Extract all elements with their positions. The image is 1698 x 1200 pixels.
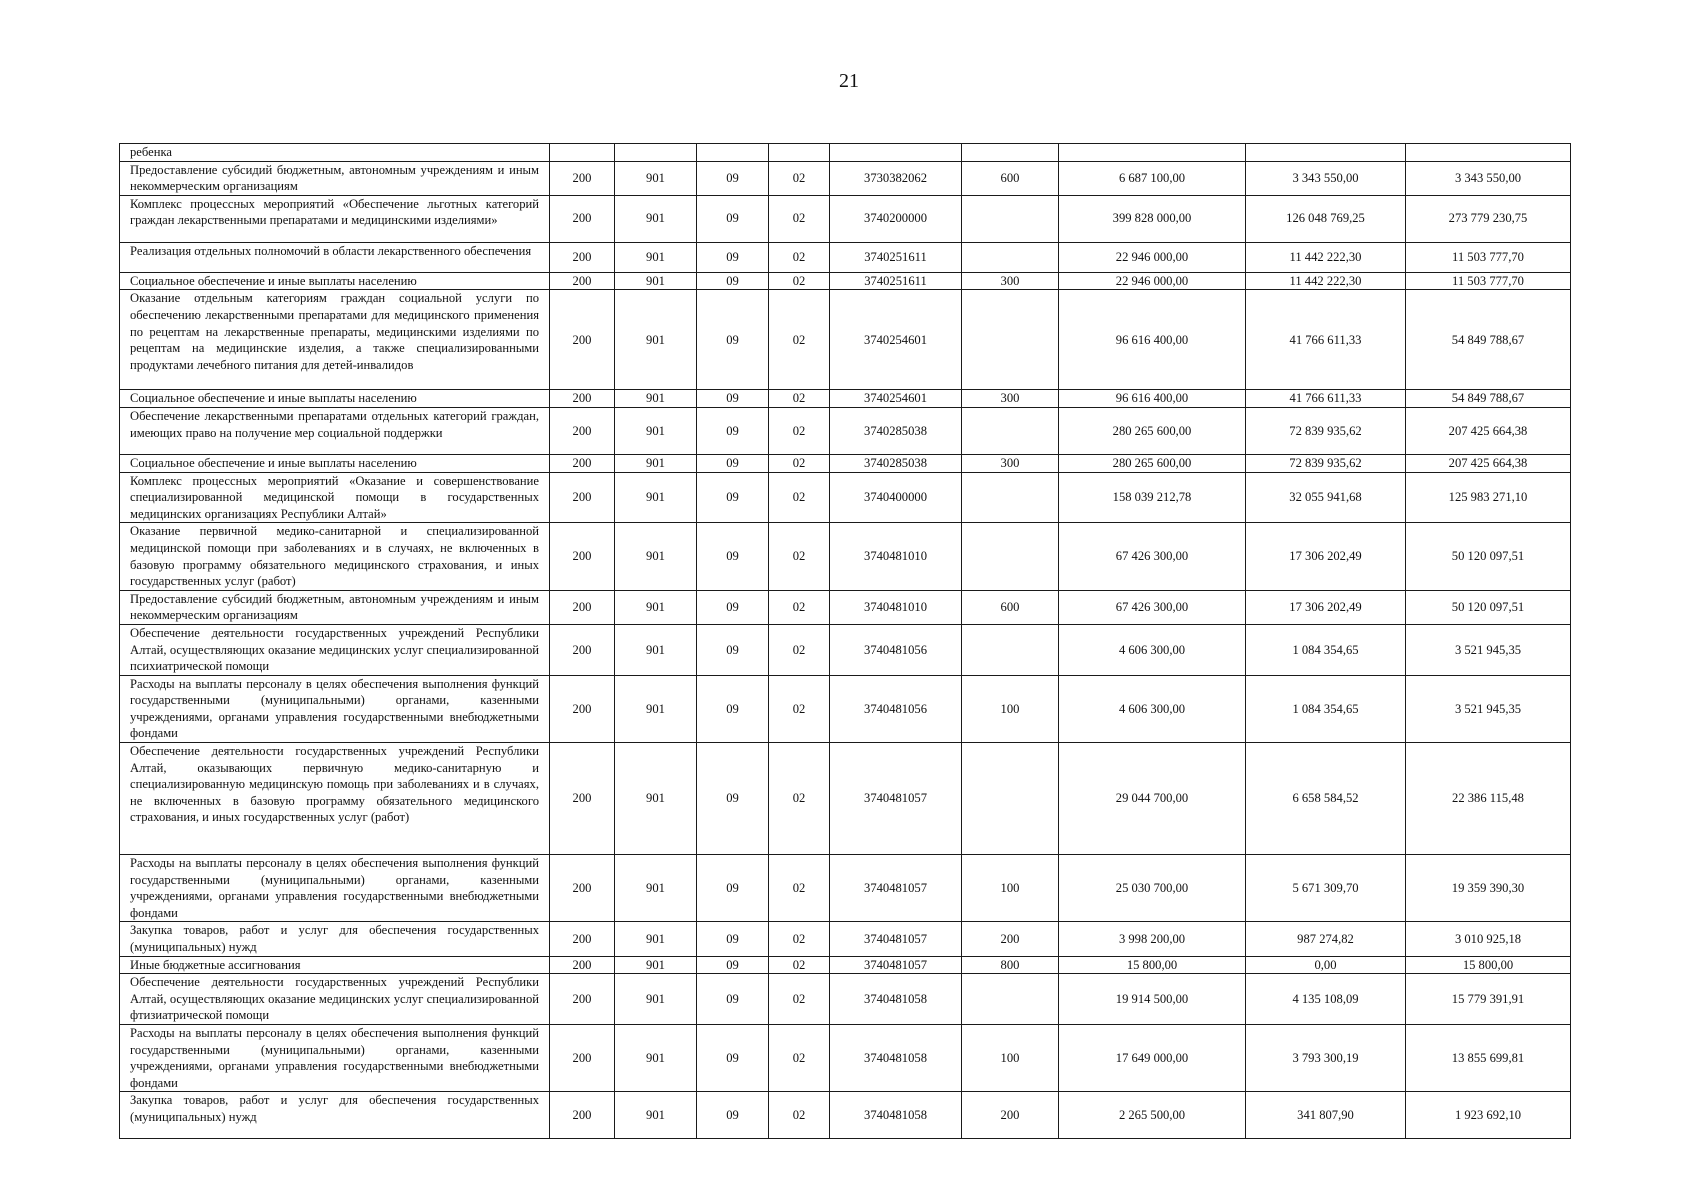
- approved-amount-cell: 96 616 400,00: [1059, 390, 1246, 408]
- table-row: [120, 974, 1571, 1025]
- expense-type-cell: [962, 523, 1059, 590]
- subsection-code-cell: 02: [769, 590, 830, 624]
- approved-amount-cell: 17 649 000,00: [1059, 1025, 1246, 1092]
- target-article-cell: 3740251611: [830, 242, 962, 272]
- table-body: [120, 144, 1571, 1139]
- gr-code-cell: 200: [550, 161, 615, 195]
- table-row: [120, 454, 1571, 472]
- gr-code-cell: [550, 144, 615, 162]
- approved-amount-cell: 6 687 100,00: [1059, 161, 1246, 195]
- row-name-cell: Расходы на выплаты персоналу в целях обеспечения выполнения функций государственными (муниципальными) органами, казенными учреждениями, органами управления государственными внебюджетными фондами: [120, 675, 550, 742]
- expense-type-cell: 600: [962, 590, 1059, 624]
- ministry-code-cell: 901: [615, 195, 697, 242]
- executed-amount-cell: 41 766 611,33: [1246, 390, 1406, 408]
- remaining-amount-cell: 3 521 945,35: [1406, 624, 1571, 675]
- target-article-cell: 3740200000: [830, 195, 962, 242]
- table-row: [120, 290, 1571, 390]
- gr-code-cell: 200: [550, 624, 615, 675]
- row-name-cell: Социальное обеспечение и иные выплаты населению: [120, 454, 550, 472]
- section-code-cell: 09: [697, 590, 769, 624]
- section-code-cell: [697, 144, 769, 162]
- expense-type-cell: 100: [962, 1025, 1059, 1092]
- section-code-cell: 09: [697, 290, 769, 390]
- section-code-cell: 09: [697, 242, 769, 272]
- remaining-amount-cell: 50 120 097,51: [1406, 523, 1571, 590]
- subsection-code-cell: 02: [769, 407, 830, 454]
- expense-type-cell: [962, 195, 1059, 242]
- approved-amount-cell: 96 616 400,00: [1059, 290, 1246, 390]
- approved-amount-cell: 15 800,00: [1059, 956, 1246, 974]
- row-name-cell: Социальное обеспечение и иные выплаты населению: [120, 390, 550, 408]
- row-name-cell: Социальное обеспечение и иные выплаты населению: [120, 272, 550, 290]
- remaining-amount-cell: 3 010 925,18: [1406, 922, 1571, 956]
- gr-code-cell: 200: [550, 523, 615, 590]
- gr-code-cell: 200: [550, 454, 615, 472]
- expense-type-cell: 300: [962, 454, 1059, 472]
- executed-amount-cell: 0,00: [1246, 956, 1406, 974]
- ministry-code-cell: [615, 144, 697, 162]
- approved-amount-cell: 4 606 300,00: [1059, 624, 1246, 675]
- target-article-cell: 3740254601: [830, 390, 962, 408]
- table-row: [120, 390, 1571, 408]
- table-row: [120, 272, 1571, 290]
- remaining-amount-cell: 54 849 788,67: [1406, 390, 1571, 408]
- executed-amount-cell: 4 135 108,09: [1246, 974, 1406, 1025]
- remaining-amount-cell: 13 855 699,81: [1406, 1025, 1571, 1092]
- row-name-cell: Обеспечение деятельности государственных учреждений Республики Алтай, оказывающих первичную медико-санитарную и специализированную медицинскую помощь при заболеваниях и в случаях, не включенных в базовую программу обязательного медицинского страхования, и иных государственных услуг (работ): [120, 743, 550, 855]
- target-article-cell: 3740254601: [830, 290, 962, 390]
- remaining-amount-cell: 15 800,00: [1406, 956, 1571, 974]
- remaining-amount-cell: 273 779 230,75: [1406, 195, 1571, 242]
- approved-amount-cell: 25 030 700,00: [1059, 855, 1246, 922]
- subsection-code-cell: 02: [769, 624, 830, 675]
- subsection-code-cell: 02: [769, 242, 830, 272]
- section-code-cell: 09: [697, 407, 769, 454]
- table-row: [120, 590, 1571, 624]
- subsection-code-cell: 02: [769, 290, 830, 390]
- row-name-cell: Предоставление субсидий бюджетным, автономным учреждениям и иным некоммерческим организациям: [120, 590, 550, 624]
- table-row: [120, 242, 1571, 272]
- ministry-code-cell: 901: [615, 407, 697, 454]
- target-article-cell: [830, 144, 962, 162]
- remaining-amount-cell: 1 923 692,10: [1406, 1092, 1571, 1139]
- subsection-code-cell: 02: [769, 161, 830, 195]
- executed-amount-cell: 32 055 941,68: [1246, 472, 1406, 523]
- section-code-cell: 09: [697, 454, 769, 472]
- subsection-code-cell: 02: [769, 743, 830, 855]
- ministry-code-cell: 901: [615, 624, 697, 675]
- row-name-cell: Закупка товаров, работ и услуг для обеспечения государственных (муниципальных) нужд: [120, 1092, 550, 1139]
- approved-amount-cell: 29 044 700,00: [1059, 743, 1246, 855]
- section-code-cell: 09: [697, 743, 769, 855]
- row-name-cell: Расходы на выплаты персоналу в целях обеспечения выполнения функций государственными (муниципальными) органами, казенными учреждениями, органами управления государственными внебюджетными фондами: [120, 855, 550, 922]
- executed-amount-cell: 341 807,90: [1246, 1092, 1406, 1139]
- executed-amount-cell: 987 274,82: [1246, 922, 1406, 956]
- subsection-code-cell: 02: [769, 675, 830, 742]
- expense-type-cell: 600: [962, 161, 1059, 195]
- ministry-code-cell: 901: [615, 743, 697, 855]
- gr-code-cell: 200: [550, 956, 615, 974]
- budget-table: [119, 143, 1571, 1139]
- target-article-cell: 3740481057: [830, 956, 962, 974]
- remaining-amount-cell: 50 120 097,51: [1406, 590, 1571, 624]
- ministry-code-cell: 901: [615, 242, 697, 272]
- target-article-cell: 3740481056: [830, 675, 962, 742]
- row-name-cell: Обеспечение деятельности государственных учреждений Республики Алтай, осуществляющих оказание медицинских услуг специализированной психиатрической помощи: [120, 624, 550, 675]
- ministry-code-cell: 901: [615, 454, 697, 472]
- section-code-cell: 09: [697, 195, 769, 242]
- expense-type-cell: 200: [962, 922, 1059, 956]
- executed-amount-cell: 1 084 354,65: [1246, 624, 1406, 675]
- remaining-amount-cell: 3 343 550,00: [1406, 161, 1571, 195]
- executed-amount-cell: 5 671 309,70: [1246, 855, 1406, 922]
- ministry-code-cell: 901: [615, 974, 697, 1025]
- executed-amount-cell: 41 766 611,33: [1246, 290, 1406, 390]
- gr-code-cell: 200: [550, 590, 615, 624]
- subsection-code-cell: 02: [769, 1092, 830, 1139]
- table-row: [120, 523, 1571, 590]
- approved-amount-cell: 19 914 500,00: [1059, 974, 1246, 1025]
- table-row: [120, 407, 1571, 454]
- row-name-cell: Предоставление субсидий бюджетным, автономным учреждениям и иным некоммерческим организациям: [120, 161, 550, 195]
- ministry-code-cell: 901: [615, 390, 697, 408]
- executed-amount-cell: 72 839 935,62: [1246, 454, 1406, 472]
- section-code-cell: 09: [697, 161, 769, 195]
- remaining-amount-cell: 22 386 115,48: [1406, 743, 1571, 855]
- approved-amount-cell: 280 265 600,00: [1059, 454, 1246, 472]
- table-row: [120, 675, 1571, 742]
- approved-amount-cell: 4 606 300,00: [1059, 675, 1246, 742]
- gr-code-cell: 200: [550, 974, 615, 1025]
- row-name-cell: Комплекс процессных мероприятий «Оказание и совершенствование специализированной медицинской помощи в государственных медицинских организациях Республики Алтай»: [120, 472, 550, 523]
- ministry-code-cell: 901: [615, 922, 697, 956]
- section-code-cell: 09: [697, 472, 769, 523]
- approved-amount-cell: 67 426 300,00: [1059, 590, 1246, 624]
- section-code-cell: 09: [697, 1025, 769, 1092]
- expense-type-cell: 200: [962, 1092, 1059, 1139]
- executed-amount-cell: 3 343 550,00: [1246, 161, 1406, 195]
- row-name-cell: Закупка товаров, работ и услуг для обеспечения государственных (муниципальных) нужд: [120, 922, 550, 956]
- row-name-cell: ребенка: [120, 144, 550, 162]
- table-row: [120, 472, 1571, 523]
- remaining-amount-cell: 125 983 271,10: [1406, 472, 1571, 523]
- approved-amount-cell: 399 828 000,00: [1059, 195, 1246, 242]
- executed-amount-cell: 6 658 584,52: [1246, 743, 1406, 855]
- expense-type-cell: 300: [962, 272, 1059, 290]
- approved-amount-cell: 22 946 000,00: [1059, 242, 1246, 272]
- subsection-code-cell: 02: [769, 272, 830, 290]
- gr-code-cell: 200: [550, 855, 615, 922]
- gr-code-cell: 200: [550, 472, 615, 523]
- row-name-cell: Комплекс процессных мероприятий «Обеспечение льготных категорий граждан лекарственными препаратами и медицинскими изделиями»: [120, 195, 550, 242]
- approved-amount-cell: 280 265 600,00: [1059, 407, 1246, 454]
- gr-code-cell: 200: [550, 242, 615, 272]
- subsection-code-cell: 02: [769, 1025, 830, 1092]
- target-article-cell: 3740481057: [830, 743, 962, 855]
- expense-type-cell: [962, 144, 1059, 162]
- section-code-cell: 09: [697, 523, 769, 590]
- executed-amount-cell: 17 306 202,49: [1246, 590, 1406, 624]
- expense-type-cell: 300: [962, 390, 1059, 408]
- subsection-code-cell: 02: [769, 472, 830, 523]
- row-name-cell: Обеспечение деятельности государственных учреждений Республики Алтай, осуществляющих оказание медицинских услуг специализированной фтизиатрической помощи: [120, 974, 550, 1025]
- expense-type-cell: [962, 242, 1059, 272]
- executed-amount-cell: [1246, 144, 1406, 162]
- remaining-amount-cell: 19 359 390,30: [1406, 855, 1571, 922]
- approved-amount-cell: 22 946 000,00: [1059, 272, 1246, 290]
- executed-amount-cell: 11 442 222,30: [1246, 272, 1406, 290]
- gr-code-cell: 200: [550, 290, 615, 390]
- section-code-cell: 09: [697, 272, 769, 290]
- row-name-cell: Расходы на выплаты персоналу в целях обеспечения выполнения функций государственными (муниципальными) органами, казенными учреждениями, органами управления государственными внебюджетными фондами: [120, 1025, 550, 1092]
- expense-type-cell: [962, 974, 1059, 1025]
- executed-amount-cell: 126 048 769,25: [1246, 195, 1406, 242]
- expense-type-cell: [962, 624, 1059, 675]
- ministry-code-cell: 901: [615, 290, 697, 390]
- target-article-cell: 3740481010: [830, 590, 962, 624]
- section-code-cell: 09: [697, 624, 769, 675]
- expense-type-cell: [962, 290, 1059, 390]
- subsection-code-cell: 02: [769, 195, 830, 242]
- section-code-cell: 09: [697, 956, 769, 974]
- table-row: [120, 144, 1571, 162]
- table-row: [120, 1092, 1571, 1139]
- section-code-cell: 09: [697, 1092, 769, 1139]
- expense-type-cell: 100: [962, 675, 1059, 742]
- target-article-cell: 3740400000: [830, 472, 962, 523]
- section-code-cell: 09: [697, 675, 769, 742]
- approved-amount-cell: 67 426 300,00: [1059, 523, 1246, 590]
- ministry-code-cell: 901: [615, 1025, 697, 1092]
- section-code-cell: 09: [697, 922, 769, 956]
- target-article-cell: 3740481057: [830, 922, 962, 956]
- table-row: [120, 743, 1571, 855]
- section-code-cell: 09: [697, 390, 769, 408]
- target-article-cell: 3740481010: [830, 523, 962, 590]
- ministry-code-cell: 901: [615, 1092, 697, 1139]
- approved-amount-cell: [1059, 144, 1246, 162]
- executed-amount-cell: 11 442 222,30: [1246, 242, 1406, 272]
- subsection-code-cell: 02: [769, 855, 830, 922]
- gr-code-cell: 200: [550, 675, 615, 742]
- subsection-code-cell: 02: [769, 454, 830, 472]
- ministry-code-cell: 901: [615, 472, 697, 523]
- row-name-cell: Обеспечение лекарственными препаратами отдельных категорий граждан, имеющих право на получение мер социальной поддержки: [120, 407, 550, 454]
- expense-type-cell: 800: [962, 956, 1059, 974]
- gr-code-cell: 200: [550, 195, 615, 242]
- target-article-cell: 3740481058: [830, 1025, 962, 1092]
- subsection-code-cell: 02: [769, 390, 830, 408]
- section-code-cell: 09: [697, 974, 769, 1025]
- table-row: [120, 956, 1571, 974]
- target-article-cell: 3740481056: [830, 624, 962, 675]
- ministry-code-cell: 901: [615, 855, 697, 922]
- remaining-amount-cell: 207 425 664,38: [1406, 454, 1571, 472]
- target-article-cell: 3740481058: [830, 974, 962, 1025]
- gr-code-cell: 200: [550, 390, 615, 408]
- subsection-code-cell: 02: [769, 956, 830, 974]
- subsection-code-cell: 02: [769, 922, 830, 956]
- table-row: [120, 922, 1571, 956]
- subsection-code-cell: [769, 144, 830, 162]
- gr-code-cell: 200: [550, 1092, 615, 1139]
- row-name-cell: Иные бюджетные ассигнования: [120, 956, 550, 974]
- executed-amount-cell: 1 084 354,65: [1246, 675, 1406, 742]
- remaining-amount-cell: 3 521 945,35: [1406, 675, 1571, 742]
- remaining-amount-cell: 54 849 788,67: [1406, 290, 1571, 390]
- ministry-code-cell: 901: [615, 272, 697, 290]
- remaining-amount-cell: 11 503 777,70: [1406, 272, 1571, 290]
- approved-amount-cell: 3 998 200,00: [1059, 922, 1246, 956]
- remaining-amount-cell: [1406, 144, 1571, 162]
- expense-type-cell: [962, 407, 1059, 454]
- target-article-cell: 3740285038: [830, 407, 962, 454]
- remaining-amount-cell: 11 503 777,70: [1406, 242, 1571, 272]
- target-article-cell: 3740481057: [830, 855, 962, 922]
- target-article-cell: 3740251611: [830, 272, 962, 290]
- table-row: [120, 195, 1571, 242]
- gr-code-cell: 200: [550, 407, 615, 454]
- ministry-code-cell: 901: [615, 675, 697, 742]
- executed-amount-cell: 17 306 202,49: [1246, 523, 1406, 590]
- target-article-cell: 3740481058: [830, 1092, 962, 1139]
- table-row: [120, 624, 1571, 675]
- expense-type-cell: 100: [962, 855, 1059, 922]
- row-name-cell: Оказание первичной медико-санитарной и специализированной медицинской помощи при заболеваниях и в случаях, не включенных в базовую программу обязательного медицинского страхования, и иных государственных услуг (работ): [120, 523, 550, 590]
- approved-amount-cell: 158 039 212,78: [1059, 472, 1246, 523]
- page-number: 21: [839, 70, 859, 92]
- ministry-code-cell: 901: [615, 523, 697, 590]
- expense-type-cell: [962, 743, 1059, 855]
- approved-amount-cell: 2 265 500,00: [1059, 1092, 1246, 1139]
- gr-code-cell: 200: [550, 922, 615, 956]
- ministry-code-cell: 901: [615, 161, 697, 195]
- table-row: [120, 855, 1571, 922]
- remaining-amount-cell: 207 425 664,38: [1406, 407, 1571, 454]
- target-article-cell: 3740285038: [830, 454, 962, 472]
- executed-amount-cell: 3 793 300,19: [1246, 1025, 1406, 1092]
- ministry-code-cell: 901: [615, 956, 697, 974]
- section-code-cell: 09: [697, 855, 769, 922]
- gr-code-cell: 200: [550, 272, 615, 290]
- table-row: [120, 1025, 1571, 1092]
- remaining-amount-cell: 15 779 391,91: [1406, 974, 1571, 1025]
- executed-amount-cell: 72 839 935,62: [1246, 407, 1406, 454]
- row-name-cell: Реализация отдельных полномочий в области лекарственного обеспечения: [120, 242, 550, 272]
- target-article-cell: 3730382062: [830, 161, 962, 195]
- subsection-code-cell: 02: [769, 974, 830, 1025]
- expense-type-cell: [962, 472, 1059, 523]
- gr-code-cell: 200: [550, 1025, 615, 1092]
- subsection-code-cell: 02: [769, 523, 830, 590]
- row-name-cell: Оказание отдельным категориям граждан социальной услуги по обеспечению лекарственными препаратами для медицинского применения по рецептам на лекарственные препараты, медицинскими изделиями по рецептам на медицинские изделия, а также специализированными продуктами лечебного питания для детей-инвалидов: [120, 290, 550, 390]
- gr-code-cell: 200: [550, 743, 615, 855]
- table-row: [120, 161, 1571, 195]
- ministry-code-cell: 901: [615, 590, 697, 624]
